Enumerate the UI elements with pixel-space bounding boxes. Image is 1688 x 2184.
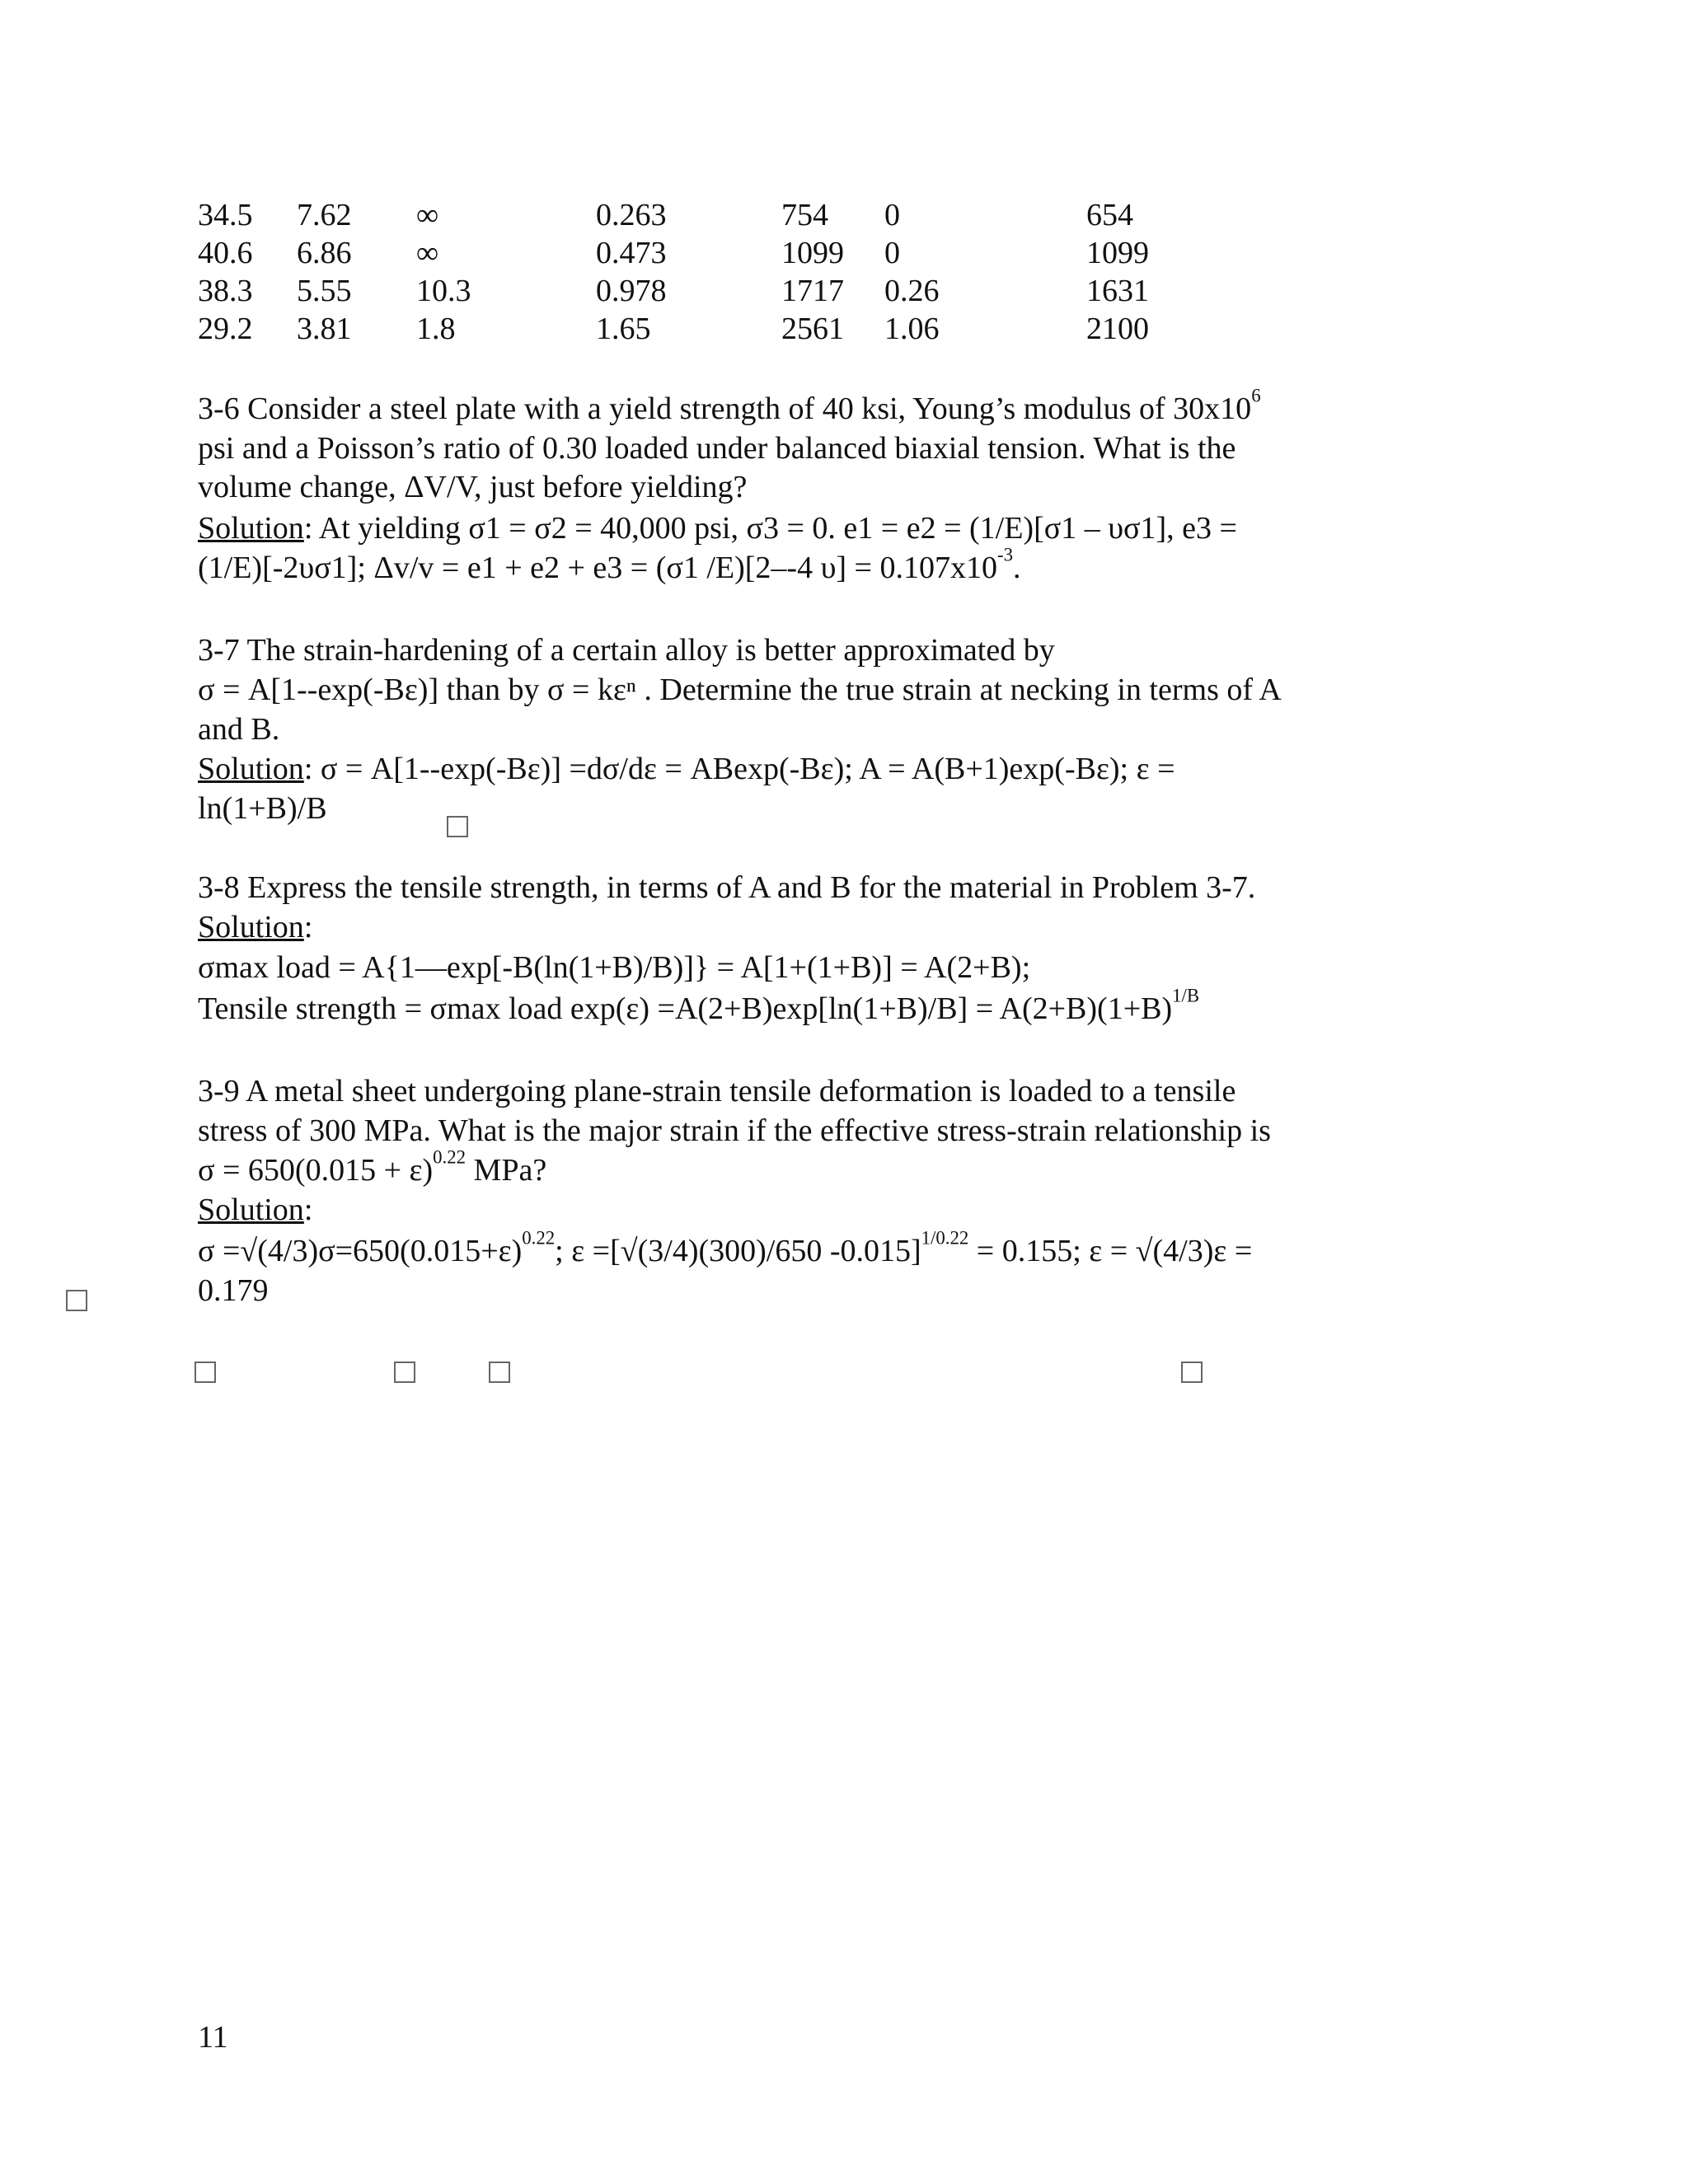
table-cell: 3.81 (297, 312, 352, 346)
p38-solution-line-1: σmax load = A{1—exp[-B(ln(1+B)/B)]} = A[1+(1+B)] = A(2+B); (198, 950, 1031, 985)
table-cell: 0 (884, 198, 900, 232)
p38-solution-line-2: Tensile strength = σmax load $\exp(\varepsilon) =A(2+B)\exp[\ln(1+B)/B] = A(2+B)(1+B)^{1/B}$ (198, 985, 1200, 1026)
p39-line-1: 3-9 A metal sheet undergoing plane-strain tensile deformation is loaded to a tensile (198, 1074, 1236, 1108)
p36-solution-line-1: Solution: At yielding σ1 = σ2 = 40,000 psi, σ3 = 0. e1 = e2 = (1/E)[σ1 – υσ1], e3 = (198, 511, 1237, 546)
table-cell: 1717 (781, 274, 844, 308)
table-cell: 2100 (1086, 312, 1149, 346)
placeholder-box-icon (447, 816, 468, 837)
table-cell: 1.06 (884, 312, 940, 346)
table-cell: 1099 (1086, 236, 1149, 270)
table-cell: 654 (1086, 198, 1133, 232)
table-cell: ∞ (416, 198, 439, 232)
table-cell: 0.473 (596, 236, 667, 270)
table-cell: 0.26 (884, 274, 940, 308)
table-cell: 38.3 (198, 274, 253, 308)
data-table (198, 196, 1185, 348)
p39-line-3: $\sigma = 650(0.015 + \varepsilon)^{0.22}$ MPa? (198, 1146, 547, 1188)
table-cell: 1.8 (416, 312, 456, 346)
table-row (198, 234, 1185, 272)
placeholder-box-icon (489, 1361, 510, 1383)
p36-line-2: psi and a Poisson’s ratio of 0.30 loaded under balanced biaxial tension. What is the (198, 431, 1236, 466)
solution-label: Solution (198, 1193, 304, 1227)
table-cell: 1099 (781, 236, 844, 270)
p39-solution-line-2: 0.179 (198, 1273, 269, 1308)
p37-line-3: and B. (198, 712, 280, 747)
p37-solution-line-1: Solution: σ = A[1--exp(-Bε)] =dσ/dε = ABexp(-Bε); A = A(B+1)exp(-Bε); ε = (198, 752, 1175, 786)
solution-label: Solution (198, 511, 304, 546)
page-number: 11 (198, 2020, 228, 2055)
table-cell: 1631 (1086, 274, 1149, 308)
placeholder-box-icon (1181, 1361, 1203, 1383)
table-cell: 0.263 (596, 198, 667, 232)
table-cell: 0.978 (596, 274, 667, 308)
p38-solution-label-line: Solution: (198, 910, 313, 944)
p36-line-1: 3-6 Consider a steel plate with a yield strength of 40 ksi, Young’s modulus of $30x10^6$ (198, 385, 1261, 426)
p38-line-1: 3-8 Express the tensile strength, in terms of A and B for the material in Problem 3-7. (198, 870, 1256, 905)
table-cell: 40.6 (198, 236, 253, 270)
table-cell: 5.55 (297, 274, 352, 308)
p36-line-3: volume change, ΔV/V, just before yielding? (198, 470, 748, 504)
p37-solution-line-2: ln(1+B)/B (198, 791, 327, 826)
placeholder-box-icon (66, 1290, 87, 1311)
table-cell: 754 (781, 198, 828, 232)
p37-line-1: 3-7 The strain-hardening of a certain alloy is better approximated by (198, 633, 1055, 668)
solution-label: Solution (198, 910, 304, 944)
table-cell: 34.5 (198, 198, 253, 232)
p39-solution-line-1: $\sigma =√(4/3)\sigma=650(0.015+\varepsilon)^{0.22}$; ε =[√(3/4)(300)/650 -0.015]$^{1/0.22}$ = 0.155; ε = √(4/3)ε = (198, 1227, 1253, 1268)
table-cell: 1.65 (596, 312, 651, 346)
table-row (198, 196, 1185, 234)
table-row (198, 310, 1185, 348)
placeholder-box-icon (394, 1361, 415, 1383)
p39-solution-label-line: Solution: (198, 1193, 313, 1227)
table-cell: 10.3 (416, 274, 471, 308)
table-cell: 7.62 (297, 198, 352, 232)
placeholder-box-icon (195, 1361, 216, 1383)
p39-line-2: stress of 300 MPa. What is the major strain if the effective stress-strain relationship is (198, 1113, 1271, 1148)
table-row (198, 272, 1185, 310)
p37-line-2: σ = A[1--exp(-Bε)] than by σ = kεⁿ . Determine the true strain at necking in terms of A (198, 673, 1282, 707)
table-cell: 0 (884, 236, 900, 270)
table-cell: 2561 (781, 312, 844, 346)
table-cell: ∞ (416, 236, 439, 270)
table-cell: 6.86 (297, 236, 352, 270)
solution-label: Solution (198, 752, 304, 786)
p36-solution-line-2: (1/E)[-2υσ1]; Δv/v = e1 + e2 + e3 = (σ1 /E)[2–-4 $\upsilon] = 0.107x10^{-3}$. (198, 544, 1021, 585)
table-cell: 29.2 (198, 312, 253, 346)
